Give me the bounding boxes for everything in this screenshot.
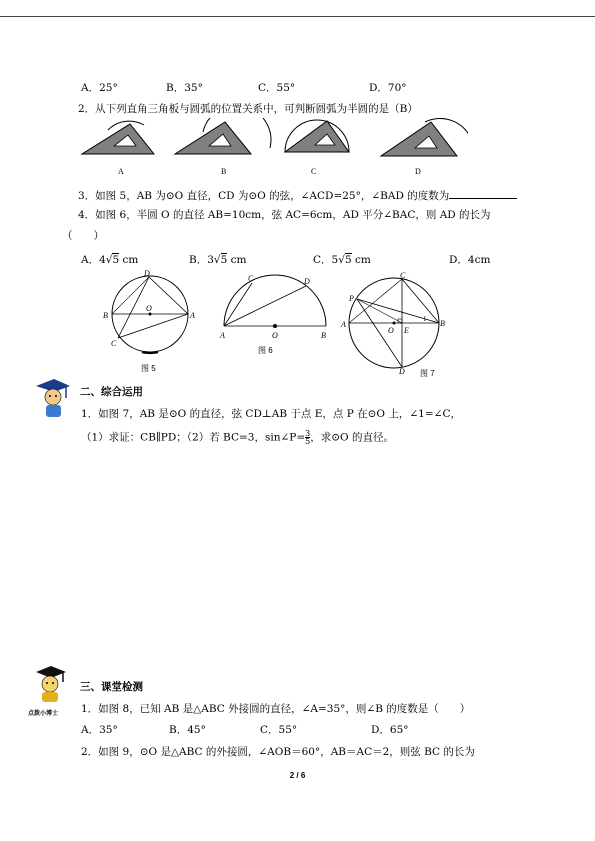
- fig6-label-c: C: [248, 274, 254, 283]
- q4-option-d: D．4cm: [449, 254, 491, 266]
- fig7-label-o: O: [388, 326, 394, 335]
- q4-text: 4．如图 6，半圆 O 的直径 AB=10cm，弦 AC=6cm，AD 平分∠BAC，则 AD 的长为: [78, 209, 491, 221]
- section-3-q1-option-c: C．55°: [260, 724, 298, 736]
- triangle-option-d: [381, 118, 468, 176]
- option-d-label: D: [415, 167, 421, 176]
- option-a-label: A: [118, 167, 124, 176]
- fig7-label-b: B: [440, 319, 445, 328]
- q1-option-d: D．70°: [369, 82, 407, 94]
- figure-5-caption: 图 5: [141, 364, 156, 373]
- fig5-label-b: B: [103, 311, 108, 320]
- fraction-3-5: $\frac{3}{5}$: [305, 429, 311, 446]
- fig6-label-o: O: [272, 331, 278, 340]
- section-3-q2: 2．如图 9，⊙O 是△ABC 的外接圆，∠AOB＝60°，AB＝AC＝2，则弦 BC 的长为: [81, 746, 475, 758]
- fig6-label-a: A: [220, 331, 225, 340]
- fig6-label-b: B: [321, 331, 326, 340]
- q4-paren: （ ）: [62, 230, 104, 242]
- doctor-icon: [30, 664, 72, 712]
- q3-text: [78, 188, 517, 203]
- fig5-label-o: O: [146, 304, 152, 313]
- fig6-label-d: D: [304, 277, 310, 286]
- figure-6-caption: 图 6: [258, 346, 273, 355]
- q2-figures: [78, 118, 468, 178]
- page-number: 2 / 6: [289, 771, 306, 780]
- q4-option-c: C．5√5 cm: [313, 254, 371, 266]
- fig7-label-d: D: [399, 367, 405, 376]
- figure-6: [218, 268, 333, 348]
- section-3-title: 三、课堂检测: [80, 681, 143, 693]
- section-3-q1: 1．如图 8，已知 AB 是△ABC 外接圆的直径，∠A=35°，则∠B 的度数是（ ）: [81, 703, 471, 715]
- option-b-label: B: [221, 167, 227, 176]
- section-3-q1-option-b: B．45°: [169, 724, 206, 736]
- header-rule: [0, 16, 595, 17]
- fig7-label-a: A: [341, 320, 346, 329]
- q2-text: 2．从下列直角三角板与圆弧的位置关系中，可判断圆弧为半圆的是（B）: [78, 103, 418, 115]
- fig7-label-p: P: [349, 294, 354, 303]
- figure-7-caption: 图 7: [420, 369, 435, 378]
- triangle-option-a: [82, 121, 154, 176]
- figure-5: [100, 268, 210, 368]
- section-3-q1-option-a: A．35°: [81, 724, 118, 736]
- answer-blank[interactable]: [449, 188, 517, 199]
- fig5-label-a: A: [190, 311, 195, 320]
- section-2-q1-line1: 1．如图 7，AB 是⊙O 的直径，弦 CD⊥AB 于点 E，点 P 在⊙O 上，∠1=∠C，: [81, 408, 461, 420]
- q1-option-a: A．25°: [81, 82, 118, 94]
- q1-option-c: C．55°: [258, 82, 296, 94]
- fig7-label-1: 1: [423, 315, 427, 323]
- section-2-q1-line2: （1）求证：CB∥PD；（2）若 BC=3，sin∠P= $\frac{3}{5}$ ，求⊙O 的直径。: [81, 429, 394, 446]
- triangle-option-c: [285, 120, 349, 176]
- fig5-label-c: C: [111, 339, 117, 348]
- fig5-label-d: D: [144, 269, 150, 278]
- section-2-title: 二、综合运用: [80, 386, 143, 398]
- fig7-label-e: E: [404, 326, 409, 335]
- fig7-label-c: C: [400, 271, 406, 280]
- figure-7: [338, 268, 453, 378]
- q1-option-b: B．35°: [166, 82, 203, 94]
- doctor-icon-caption: 点拨小博士: [28, 711, 59, 717]
- scholar-icon: [32, 376, 72, 420]
- q4-option-a: A．4√5 cm: [81, 254, 139, 266]
- option-c-label: C: [311, 167, 317, 176]
- q3-sentence: 3．如图 5，AB 为⊙O 直径，CD 为⊙O 的弦，∠ACD=25°，∠BAD 的度数为: [78, 190, 450, 202]
- triangle-option-b: [175, 118, 271, 176]
- section-3-q1-option-d: D．65°: [371, 724, 409, 736]
- q4-option-b: B．3√5 cm: [189, 254, 247, 266]
